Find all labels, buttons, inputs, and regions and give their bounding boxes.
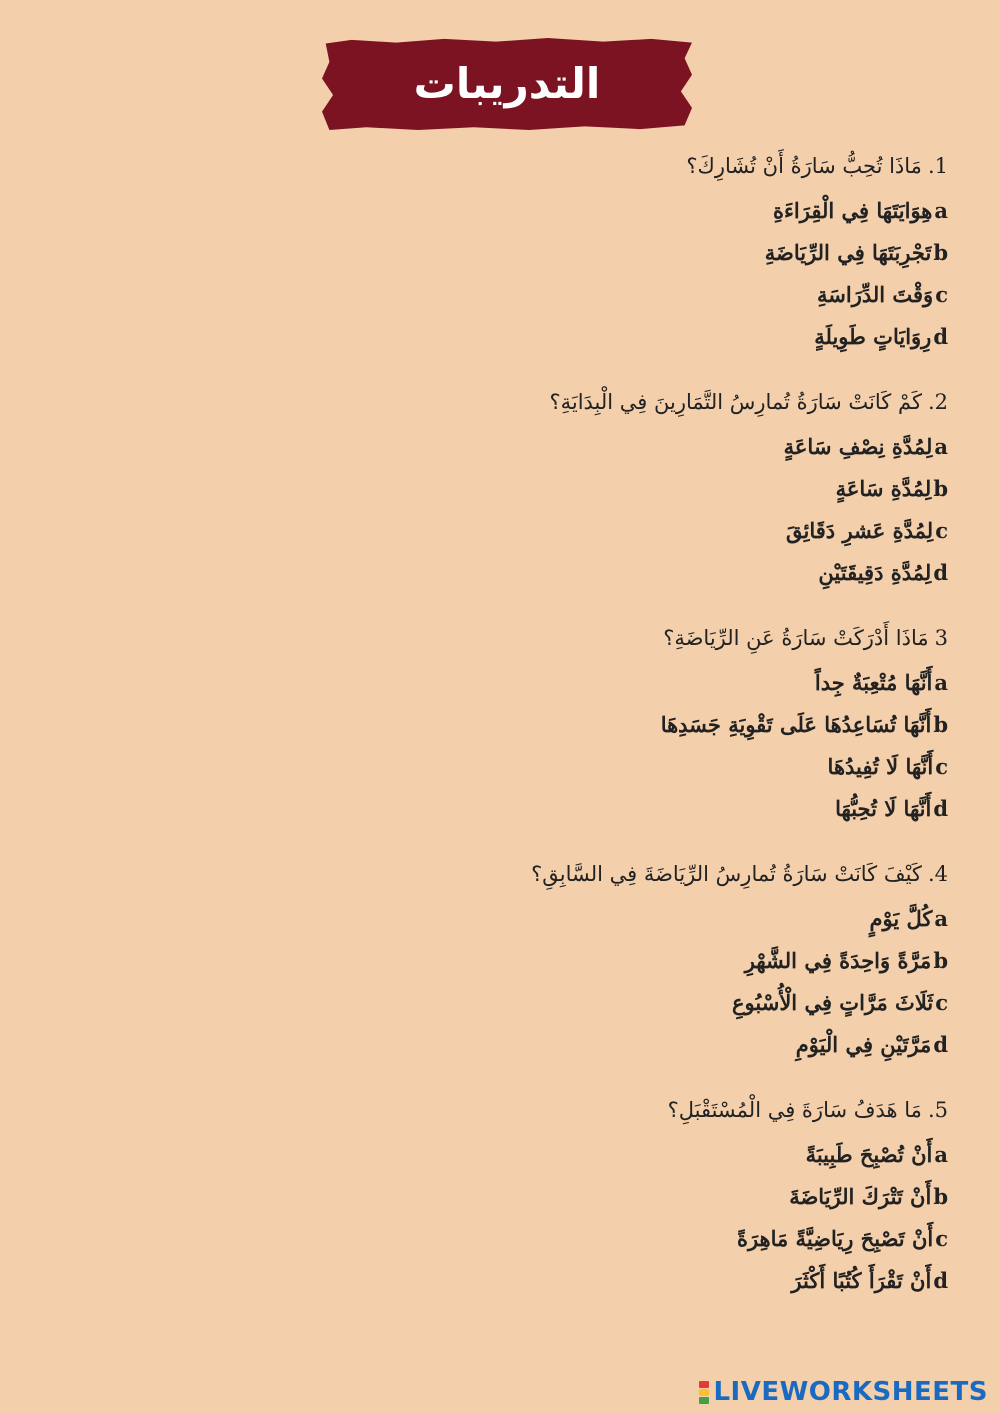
option-letter: c [935,1226,948,1251]
question-text: 4.كَيْفَ كَانَتْ سَارَةُ تُمارِسُ الرِّيَاضَةَ فِي السَّابِقِ؟ [531,862,948,886]
option-a[interactable]: aأَنَّهَا مُتْعِبَةٌ جِداً [814,670,948,695]
question-2 [248,384,948,594]
option-d[interactable]: dأَنْ تَقْرَأَ كُتُبًا أَكْثَرَ [791,1268,948,1293]
option-letter: d [933,1032,948,1057]
option-letter: c [935,518,948,543]
option-letter: c [935,754,948,779]
option-c[interactable]: cلِمُدَّةِ عَشرِ دَقَائِقَ [786,518,948,543]
option-d[interactable]: dمَرَّتَيْنِ فِي الْيَوْمِ [795,1032,948,1057]
option-letter: b [933,1184,948,1209]
question-text: 1.مَاذَا تُحِبُّ سَارَةُ أَنْ تُشَارِكَ؟ [686,154,948,178]
option-letter: a [934,670,948,695]
option-a[interactable]: aكُلَّ يَوْمٍ [869,906,948,931]
option-letter: a [934,434,948,459]
option-letter: a [934,1142,948,1167]
option-b[interactable]: bمَرَّةً وَاحِدَةً فِي الشَّهْرِ [744,948,948,973]
question-4 [248,856,948,1066]
question-number: 5. [927,1098,948,1122]
option-b[interactable]: bلِمُدَّةِ سَاعَةٍ [835,476,948,501]
liveworksheets-brand: LIVEWORKSHEETS [713,1377,988,1407]
option-letter: d [933,560,948,585]
option-a[interactable]: aأَنْ تُصْبِحَ طَبِيبَةً [805,1142,948,1167]
option-a[interactable]: aلِمُدَّةِ نِصْفِ سَاعَةٍ [783,434,948,459]
question-text: 5.مَا هَدَفُ سَارَةَ فِي الْمُسْتَقْبَلِ؟ [667,1098,948,1122]
option-letter: a [934,906,948,931]
question-5 [248,1092,948,1302]
question-number: 4. [927,862,948,886]
question-text: 2.كَمْ كَانَتْ سَارَةُ تُمارِسُ التَّمَارِينَ فِي الْبِدَايَةِ؟ [549,390,948,414]
liveworksheets-logo-icon [699,1381,709,1404]
question-text: 3مَاذَا أَدْرَكَتْ سَارَةُ عَنِ الرِّيَاضَةِ؟ [663,626,948,650]
option-d[interactable]: dرِوَايَاتٍ طَوِيلَةٍ [814,324,948,349]
question-3 [248,620,948,830]
option-letter: b [933,948,948,973]
liveworksheets-watermark[interactable] [699,1376,988,1408]
question-number: 1. [927,154,948,178]
option-letter: b [933,712,948,737]
option-letter: d [933,1268,948,1293]
option-letter: b [933,476,948,501]
option-b[interactable]: bأَنْ تَتْرَكَ الرِّيَاضَةَ [789,1184,948,1209]
option-d[interactable]: dلِمُدَّةِ دَقِيقَتَيْنِ [818,560,948,585]
option-c[interactable]: cأَنَّهَا لَا تُفِيدُهَا [827,754,948,779]
option-c[interactable]: cثَلَاثَ مَرَّاتٍ فِي الْأُسْبُوعِ [732,990,948,1015]
option-b[interactable]: bأَنَّهَا تُسَاعِدُهَا عَلَى تَقْوِيَةِ جَسَدِهَا [660,712,948,737]
option-letter: d [933,324,948,349]
questions-list [248,148,948,1328]
option-c[interactable]: cأَنْ تَصْبِحَ رِيَاضِيَّةً مَاهِرَةً [736,1226,948,1251]
option-b[interactable]: bتَجْرِبَتَهَا فِي الرِّيَاضَةِ [764,240,948,265]
option-c[interactable]: cوَقْتَ الدِّرَاسَةِ [817,282,948,307]
option-letter: c [935,282,948,307]
option-letter: a [934,198,948,223]
question-number: 2. [927,390,948,414]
option-letter: c [935,990,948,1015]
option-letter: d [933,796,948,821]
option-a[interactable]: aهِوَايَتَهَا فِي الْقِرَاءَةِ [773,198,948,223]
option-letter: b [933,240,948,265]
option-d[interactable]: dأَنَّهَا لَا تُحِبُّهَا [835,796,948,821]
page-title: التدريبات [413,58,601,108]
question-1 [248,148,948,358]
question-number: 3 [934,626,948,650]
